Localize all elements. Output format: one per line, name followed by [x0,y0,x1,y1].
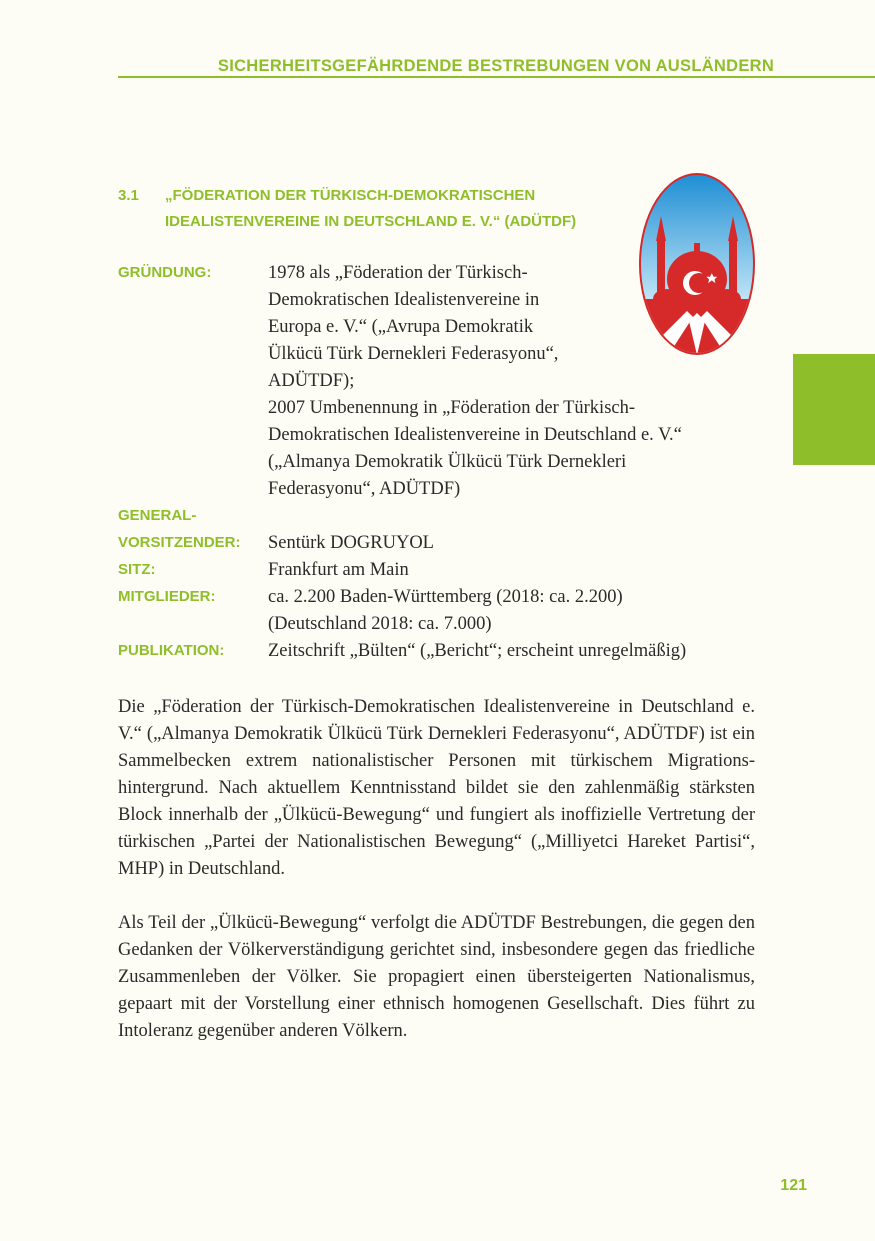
fact-value-mitglieder-2: (Deutschland 2018: ca. 7.000) [268,614,492,634]
gruendung-line: Europa e. V.“ („Avrupa Demokratik [268,317,534,337]
fact-row-publikation [118,638,758,665]
running-header: SICHERHEITSGEFÄHRDENDE BESTREBUNGEN VON AUSLÄNDERN [217,57,775,75]
gruendung-line: Demokratischen Idealistenvereine in Deutschland e. V.“ [268,425,682,445]
chapter-tab-marker [793,354,875,465]
fact-value-publikation: Zeitschrift „Bülten“ („Bericht“; erscheint unregelmäßig) [268,641,687,661]
gruendung-line: Demokratischen Idealistenvereine in [268,290,540,310]
fact-value-sitz: Frankfurt am Main [268,560,409,580]
body-paragraph-1: Die „Föderation der Türkisch-Demokratischen Idealistenvereine in Deutschland e. V.“ („Almanya Demokratik Ülkücü Türk Dernekleri Federasyonu“, ADÜTDF) ist ein Sammelbecken extrem nationalistischer Personen mit türkischem Migrationshintergrund. Nach aktuellem Kenntnisstand bildet sie den zahlenmäßig stärksten Block innerhalb der „Ülkücü-Bewegung“ und fungiert als inoffizielle Vertretung der türkischen „Partei der Nationalistischen Bewegung“ („Milliyetci Hareket Partisi“, MHP) in Deutschland. [118,697,755,879]
fact-row-mitglieder [118,584,758,638]
gruendung-line: Ülkücü Türk Dernekleri Federasyonu“, [268,344,559,364]
fact-label-publikation: PUBLIKATION: [118,642,225,659]
section-number: 3.1 [118,187,139,204]
gruendung-line: Federasyonu“, ADÜTDF) [268,479,461,499]
fact-sheet [118,260,758,665]
gruendung-line: ADÜTDF); [268,371,355,391]
fact-label-gruendung: GRÜNDUNG: [118,264,212,281]
fact-row-sitz [118,557,758,584]
gruendung-line: 2007 Umbenennung in „Föderation der Türkisch- [268,398,636,418]
page-number: 121 [780,1177,807,1194]
fact-value-mitglieder-1: ca. 2.200 Baden-Württemberg (2018: ca. 2.200) [268,587,623,607]
fact-label-vorsitzender: VORSITZENDER: [118,534,241,551]
fact-row-general-1 [118,503,758,530]
section-title-line-2: IDEALISTENVEREINE IN DEUTSCHLAND E. V.“ (ADÜTDF) [165,213,577,230]
section-title-line-1: „FÖDERATION DER TÜRKISCH-DEMOKRATISCHEN [165,187,536,204]
header-rule [118,76,875,78]
body-paragraph-2: Als Teil der „Ülkücü-Bewegung“ verfolgt die ADÜTDF Bestrebungen, die gegen den Gedanken der Völkerverständigung gerichtet sind, insbesondere gegen das friedliche Zusammenleben der Völker. Sie propagiert einen übersteigerten Nationalismus, gepaart mit der Vorstellung einer ethnisch homogenen Gesellschaft. Dies führt zu Intoleranz gegenüber anderen Völkern. [118,913,755,1041]
fact-value-vorsitzender: Sentürk DOGRUYOL [268,533,434,553]
fact-label-sitz: SITZ: [118,561,156,578]
fact-label-general-1: GENERAL- [118,507,197,524]
fact-value-gruendung [268,260,758,503]
fact-row-gruendung [118,260,758,503]
fact-label-mitglieder: MITGLIEDER: [118,588,216,605]
fact-row-vorsitzender [118,530,758,557]
gruendung-line: („Almanya Demokratik Ülkücü Türk Dernekleri [268,452,627,472]
gruendung-line: 1978 als „Föderation der Türkisch- [268,263,528,283]
